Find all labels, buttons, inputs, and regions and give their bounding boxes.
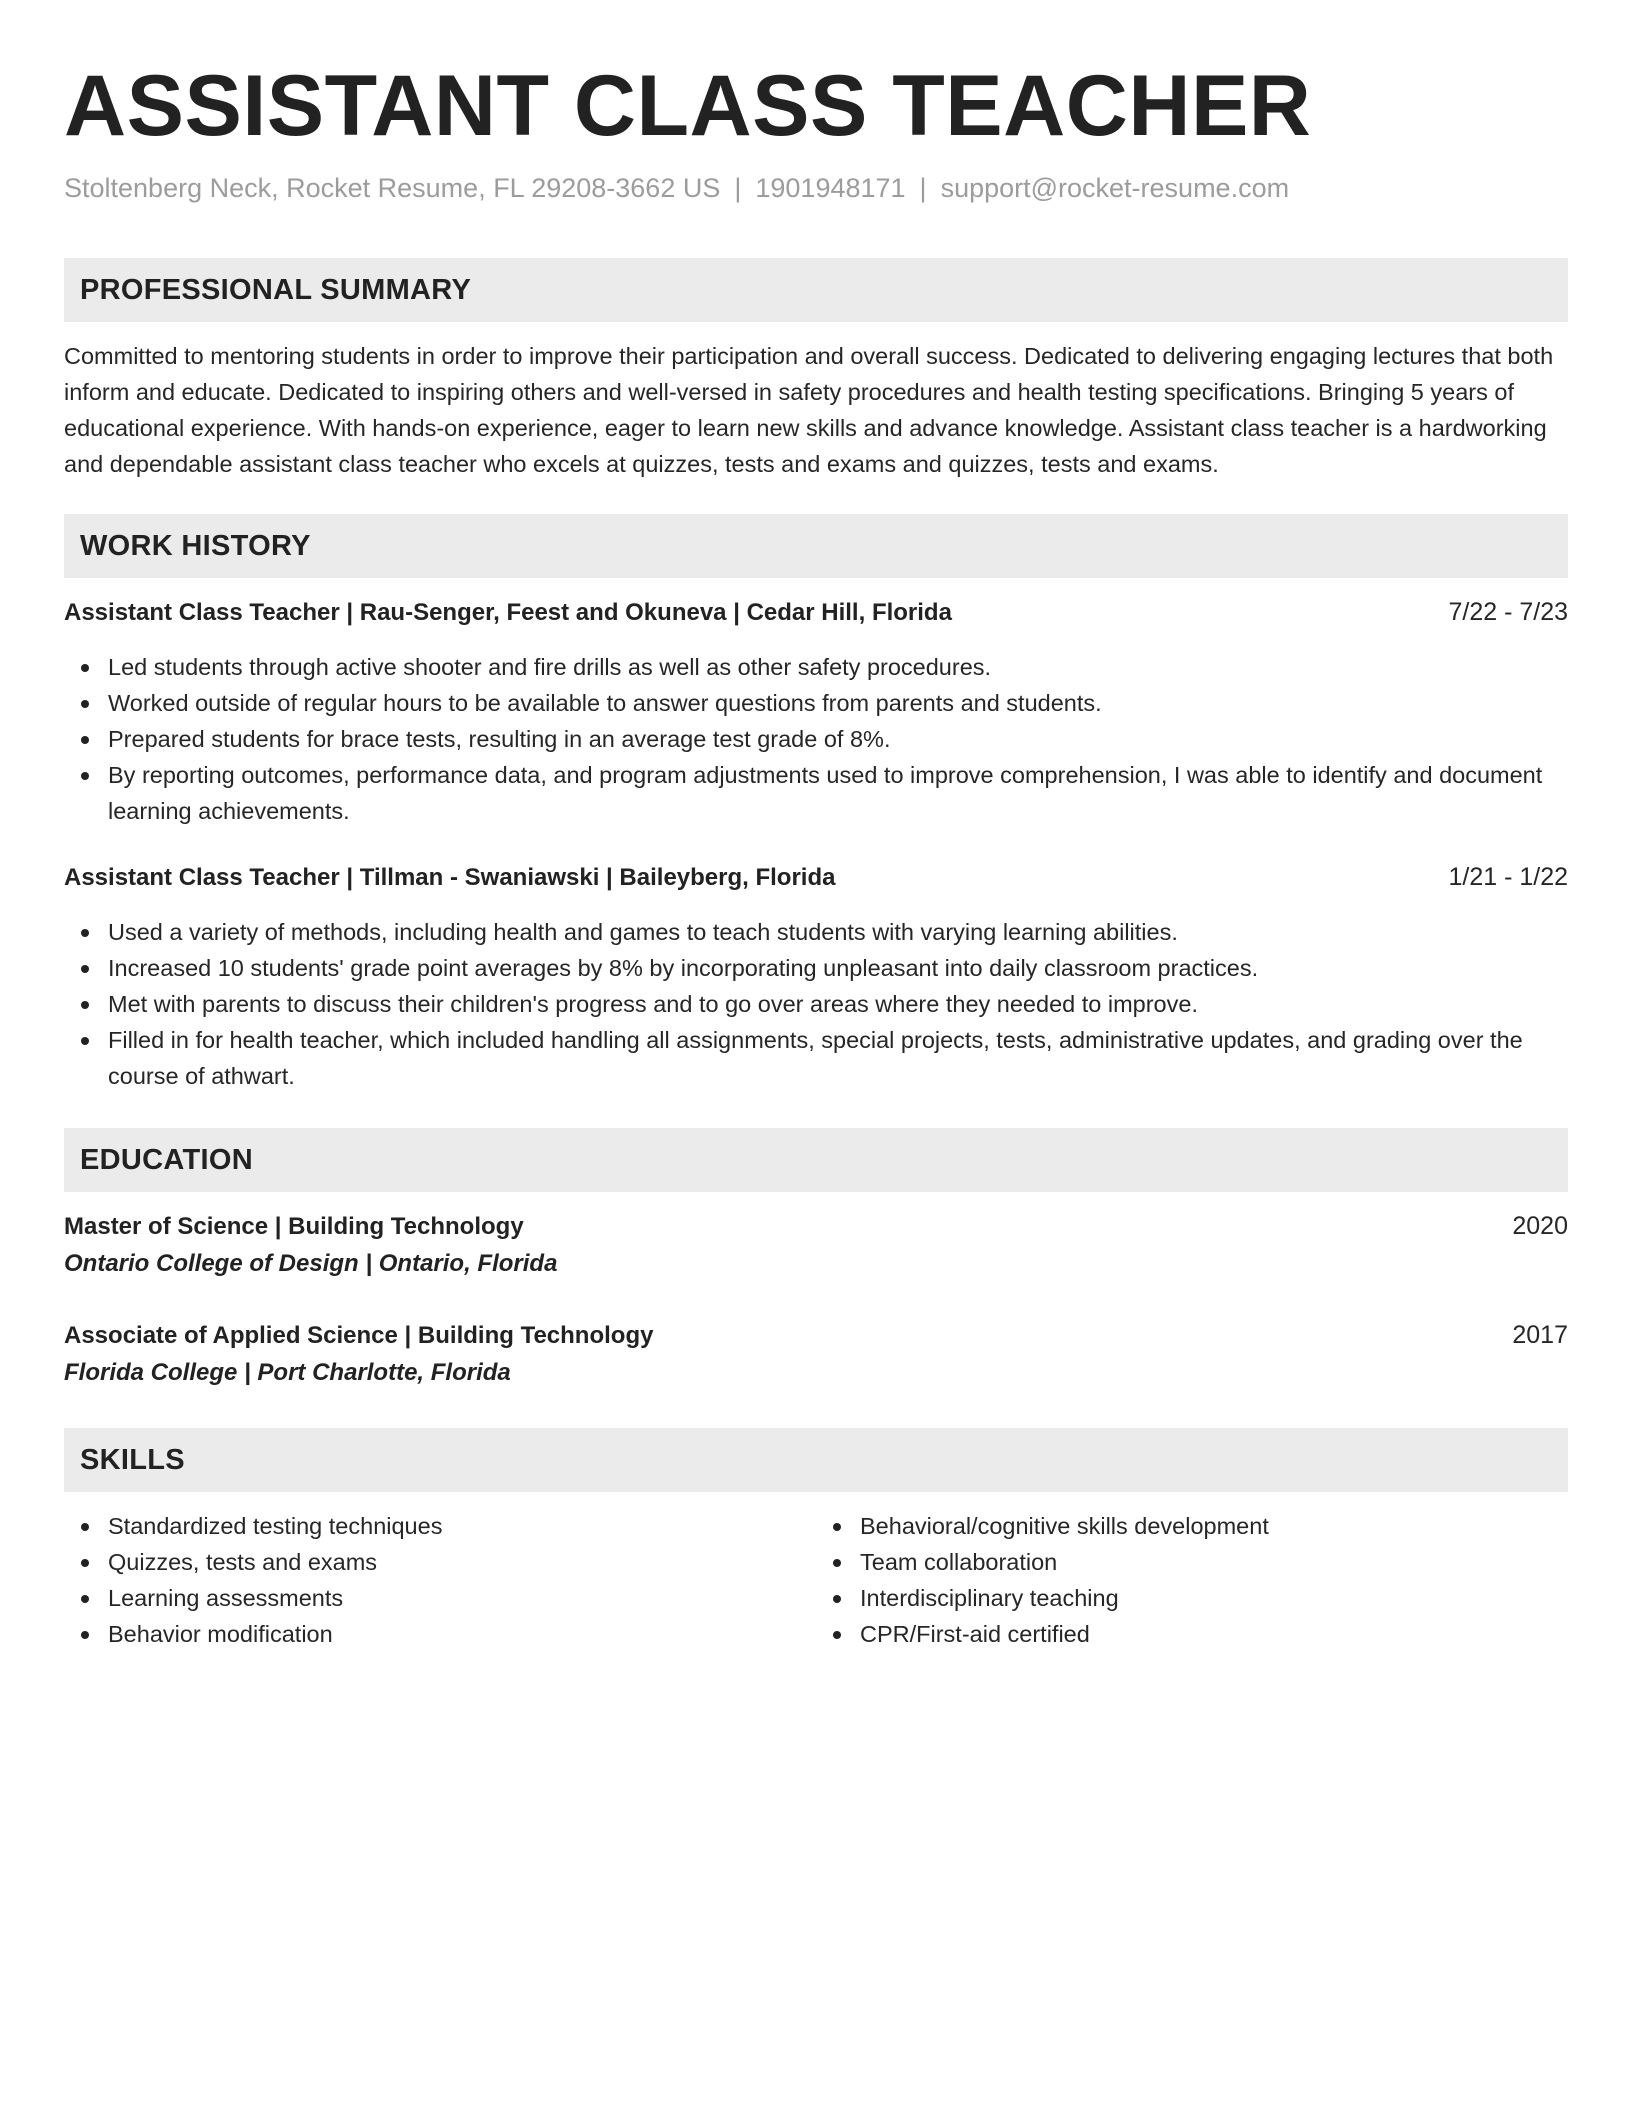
- skill-item: Behavior modification: [64, 1616, 816, 1652]
- contact-phone: 1901948171: [755, 173, 906, 203]
- bullet-item: Used a variety of methods, including health and games to teach students with varying learning abilities.: [64, 914, 1568, 950]
- bullet-item: Prepared students for brace tests, resulting in an average test grade of 8%.: [64, 721, 1568, 757]
- job-title: Assistant Class Teacher | Tillman - Swaniawski | Baileyberg, Florida: [64, 864, 836, 891]
- bullet-item: Filled in for health teacher, which included handling all assignments, special projects, tests, administrative updates, and grading over the course of athwart.: [64, 1022, 1568, 1094]
- bullet-item: By reporting outcomes, performance data, and program adjustments used to improve comprehension, I was able to identify and document learning achievements.: [64, 757, 1568, 829]
- contact-line: [64, 170, 1568, 206]
- education-entry: [64, 1208, 1568, 1283]
- section-heading-education: EDUCATION: [64, 1128, 1568, 1192]
- skill-item: Interdisciplinary teaching: [816, 1580, 1568, 1616]
- resume-name: ASSISTANT CLASS TEACHER: [64, 58, 1312, 154]
- job-title: Assistant Class Teacher | Rau-Senger, Feest and Okuneva | Cedar Hill, Florida: [64, 599, 952, 626]
- section-heading-summary: PROFESSIONAL SUMMARY: [64, 258, 1568, 322]
- degree-title: Master of Science | Building Technology: [64, 1213, 524, 1240]
- graduation-year: 2017: [1512, 1321, 1568, 1349]
- job-entry: [64, 594, 1568, 829]
- education-header: [64, 1317, 1568, 1354]
- skills-list: [64, 1508, 1568, 1652]
- skill-item: Quizzes, tests and exams: [64, 1544, 816, 1580]
- section-heading-skills: SKILLS: [64, 1428, 1568, 1492]
- contact-address: Stoltenberg Neck, Rocket Resume, FL 29208-3662 US: [64, 173, 721, 203]
- job-bullets: [64, 914, 1568, 1094]
- job-dates: 7/22 - 7/23: [1448, 598, 1568, 626]
- school-name: Florida College | Port Charlotte, Florida: [64, 1359, 511, 1386]
- skills-column-left: [64, 1508, 816, 1652]
- education-header: [64, 1208, 1568, 1245]
- skill-item: CPR/First-aid certified: [816, 1616, 1568, 1652]
- skill-item: Team collaboration: [816, 1544, 1568, 1580]
- job-dates: 1/21 - 1/22: [1448, 863, 1568, 891]
- skills-column-right: [816, 1508, 1568, 1652]
- section-heading-work-history: WORK HISTORY: [64, 514, 1568, 578]
- job-bullets: [64, 649, 1568, 829]
- summary-text: Committed to mentoring students in order to improve their participation and overall success. Dedicated to delivering engaging lectures that both inform and educate. Dedicated to inspiring others and well-versed in safety procedures and health testing specifications. Bringing 5 years of educational experience. With hands-on experience, eager to learn new skills and advance knowledge. Assistant class teacher is a hardworking and dependable assistant class teacher who excels at quizzes, tests and exams and quizzes, tests and exams.: [64, 343, 1554, 477]
- skill-item: Learning assessments: [64, 1580, 816, 1616]
- skill-item: Behavioral/cognitive skills development: [816, 1508, 1568, 1544]
- school-name: Ontario College of Design | Ontario, Florida: [64, 1250, 558, 1277]
- contact-separator: |: [919, 173, 927, 203]
- education-entry: [64, 1317, 1568, 1392]
- bullet-item: Worked outside of regular hours to be available to answer questions from parents and students.: [64, 685, 1568, 721]
- bullet-item: Increased 10 students' grade point averages by 8% by incorporating unpleasant into daily classroom practices.: [64, 950, 1568, 986]
- graduation-year: 2020: [1512, 1212, 1568, 1240]
- skill-item: Standardized testing techniques: [64, 1508, 816, 1544]
- job-entry: [64, 859, 1568, 1094]
- bullet-item: Led students through active shooter and fire drills as well as other safety procedures.: [64, 649, 1568, 685]
- contact-email: support@rocket-resume.com: [940, 173, 1290, 203]
- bullet-item: Met with parents to discuss their children's progress and to go over areas where they needed to improve.: [64, 986, 1568, 1022]
- degree-title: Associate of Applied Science | Building Technology: [64, 1322, 654, 1349]
- job-header: [64, 594, 1568, 631]
- contact-separator: |: [734, 173, 742, 203]
- job-header: [64, 859, 1568, 896]
